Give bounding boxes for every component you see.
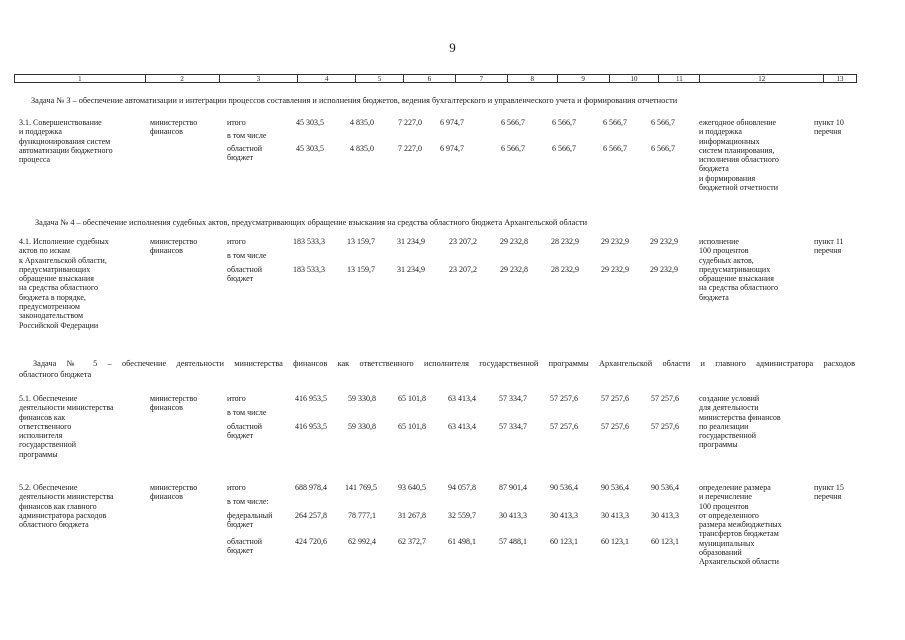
source-regional: областной бюджет [227,537,263,556]
value-regional: 6 566,7 [603,144,627,153]
value-total: 31 234,9 [397,237,425,246]
value-regional: 6 566,7 [501,144,525,153]
value-regional: 416 953,5 [295,422,327,431]
task-3-title: Задача № 3 – обеспечение автоматизации и интеграции процессов составления и исполнения бюджетов, ведения бухгалтерского и управленческого учета и формирования отчетности [31,96,678,105]
column-header: 12 [700,75,824,82]
value-federal: 78 777,1 [348,511,376,520]
source-regional: областной бюджет [227,144,263,163]
value-regional: 57 488,1 [499,537,527,546]
column-header: 7 [456,75,508,82]
measure-name: 4.1. Исполнение судебных актов по искам к Архангельской области, предусматривающих обращение взыскания на средства областного бюджета в порядке, предусмотренном законодательством Российской Федерации [19,237,109,330]
value-total: 45 303,5 [296,118,324,127]
value-total: 7 227,0 [398,118,422,127]
expected-result: создание условий для деятельности министерства финансов по реализации государственной программы [699,394,781,450]
value-federal: 30 413,3 [601,511,629,520]
value-total: 90 536,4 [550,483,578,492]
value-regional: 63 413,4 [448,422,476,431]
page-number: 9 [449,40,456,55]
column-header: 8 [508,75,558,82]
measure-name: 3.1. Совершенствование и поддержка функционирования систем автоматизации бюджетного процесса [19,118,113,165]
value-total: 416 953,5 [295,394,327,403]
value-regional: 60 123,1 [651,537,679,546]
value-regional: 31 234,9 [397,265,425,274]
task-5-title: Задача № 5 – обеспечение деятельности министерства финансов как ответственного исполнителя государственной программы Архангельской области и главного администратора расходов [33,359,855,368]
expected-result: ежегодное обновление и поддержка информационных систем планирования, исполнения областного бюджета и формирования бюджетной отчетности [699,118,779,193]
value-regional: 6 974,7 [440,144,464,153]
value-total: 57 257,6 [601,394,629,403]
source-regional: областной бюджет [227,265,263,284]
value-total: 141 769,5 [345,483,377,492]
value-total: 93 640,5 [398,483,426,492]
list-reference: пункт 10 перечня [814,118,844,137]
value-total: 90 536,4 [651,483,679,492]
value-total: 57 334,7 [499,394,527,403]
value-regional: 6 566,7 [552,144,576,153]
source-total: итого [227,394,246,403]
value-total: 57 257,6 [651,394,679,403]
source-total: итого [227,237,246,246]
value-regional: 4 835,0 [350,144,374,153]
value-total: 90 536,4 [601,483,629,492]
value-total: 4 835,0 [350,118,374,127]
executor: министерство финансов [150,237,198,256]
value-regional: 13 159,7 [347,265,375,274]
column-header: 9 [558,75,610,82]
task-5-title-continued: областного бюджета [19,370,92,379]
executor: министерство финансов [150,483,198,502]
column-header-row [14,74,857,83]
value-federal: 32 559,7 [448,511,476,520]
value-regional: 7 227,0 [398,144,422,153]
value-regional: 57 257,6 [651,422,679,431]
source-including: в том числе: [227,497,269,506]
list-reference: пункт 11 перечня [814,237,844,256]
value-total: 23 207,2 [449,237,477,246]
source-including: в том числе [227,408,267,417]
value-regional: 23 207,2 [449,265,477,274]
value-regional: 29 232,8 [500,265,528,274]
value-regional: 62 372,7 [398,537,426,546]
value-total: 688 978,4 [295,483,327,492]
value-total: 63 413,4 [448,394,476,403]
value-total: 183 533,3 [293,237,325,246]
value-regional: 57 257,6 [601,422,629,431]
value-regional: 60 123,1 [550,537,578,546]
value-regional: 65 101,8 [398,422,426,431]
value-regional: 57 257,6 [550,422,578,431]
source-total: итого [227,483,246,492]
value-regional: 28 232,9 [551,265,579,274]
value-regional: 59 330,8 [348,422,376,431]
value-federal: 31 267,8 [398,511,426,520]
measure-name: 5.2. Обеспечение деятельности министерства финансов как главного администратора расходов областного бюджета [19,483,114,530]
source-total: итого [227,118,246,127]
value-total: 6 566,7 [501,118,525,127]
value-total: 6 566,7 [651,118,675,127]
column-header: 5 [356,75,404,82]
value-regional: 183 533,3 [293,265,325,274]
value-total: 29 232,9 [650,237,678,246]
value-regional: 45 303,5 [296,144,324,153]
value-federal: 30 413,3 [550,511,578,520]
source-regional: областной бюджет [227,422,263,441]
value-total: 29 232,8 [500,237,528,246]
value-total: 6 566,7 [603,118,627,127]
value-federal: 30 413,3 [651,511,679,520]
value-total: 29 232,9 [601,237,629,246]
list-reference: пункт 15 перечня [814,483,844,502]
value-total: 6 974,7 [440,118,464,127]
value-total: 57 257,6 [550,394,578,403]
value-regional: 29 232,9 [601,265,629,274]
expected-result: исполнение 100 процентов судебных актов, предусматривающих обращение взыскания на средства областного бюджета [699,237,778,302]
value-total: 28 232,9 [551,237,579,246]
value-regional: 61 498,1 [448,537,476,546]
value-federal: 30 413,3 [499,511,527,520]
value-regional: 6 566,7 [651,144,675,153]
value-regional: 29 232,9 [650,265,678,274]
column-header: 2 [146,75,220,82]
column-header: 3 [220,75,299,82]
value-regional: 57 334,7 [499,422,527,431]
value-regional: 60 123,1 [601,537,629,546]
column-header: 11 [659,75,700,82]
value-regional: 62 992,4 [348,537,376,546]
value-total: 59 330,8 [348,394,376,403]
value-total: 65 101,8 [398,394,426,403]
column-header: 13 [836,75,844,83]
column-header: 4 [298,75,356,82]
expected-result: определение размера и перечисление 100 процентов от определенного размера межбюджетных трансфертов бюджетам муниципальных образований Архангельской области [699,483,782,567]
value-total: 87 901,4 [499,483,527,492]
source-federal: федеральный бюджет [227,511,273,530]
column-header: 1 [15,75,146,82]
executor: министерство финансов [150,118,198,137]
source-including: в том числе [227,131,267,140]
task-4-title: Задача № 4 – обеспечение исполнения судебных актов, предусматривающих обращение взыскания на средства областного бюджета Архангельской области [35,218,588,227]
source-including: в том числе [227,251,267,260]
measure-name: 5.1. Обеспечение деятельности министерства финансов как ответственного исполнителя государственной программы [19,394,114,459]
value-regional: 424 720,6 [295,537,327,546]
column-header: 6 [404,75,456,82]
value-total: 6 566,7 [552,118,576,127]
value-total: 13 159,7 [347,237,375,246]
executor: министерство финансов [150,394,198,413]
value-total: 94 057,8 [448,483,476,492]
value-federal: 264 257,8 [295,511,327,520]
column-header: 10 [610,75,660,82]
